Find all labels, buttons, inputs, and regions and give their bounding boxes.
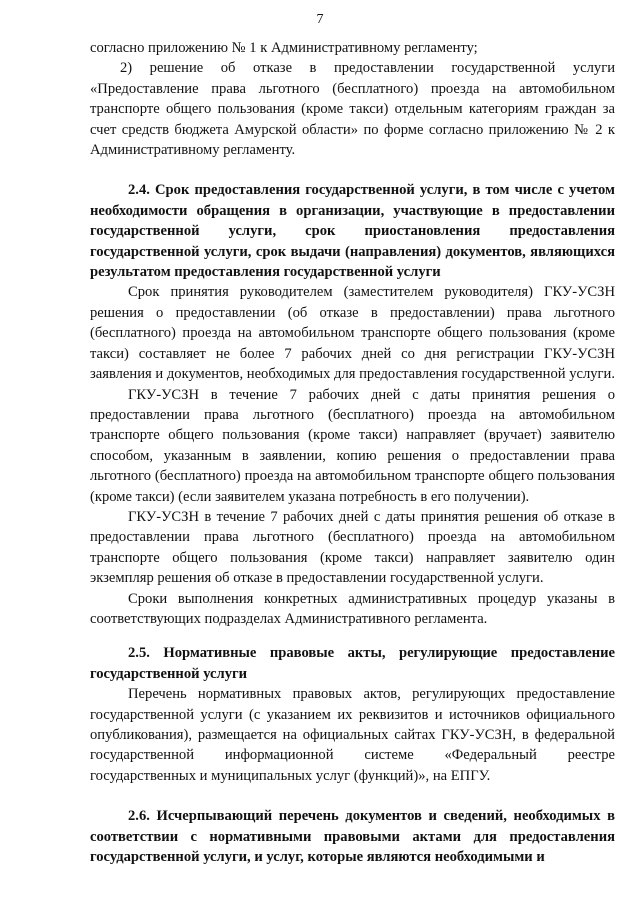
paragraph-2-4-refusal: ГКУ-УСЗН в течение 7 рабочих дней с даты принятия решения об отказе в предоставлении права льготного (бесплатного) проезда на автомобильном транспорте общего пользования (кроме такси) направляет заявителю один экземпляр решения об отказе в предоставлении государственной услуги. [90, 508, 615, 587]
spacer [90, 786, 615, 806]
spacer [90, 160, 615, 180]
paragraph-2-4-grant: ГКУ-УСЗН в течение 7 рабочих дней с даты принятия решения о предоставлении права льготного (бесплатного) проезда на автомобильном транспорте общего пользования (кроме такси) направляет (вручает) заявителю способом, указанным в заявлении, копию решения о предоставлении права льготного (бесплатного) проезда на автомобильном транспорте общего пользования (кроме такси) (если заявителем указана потребность в его получении). [90, 386, 615, 505]
section-heading-2-6: 2.6. Исчерпывающий перечень документов и сведений, необходимых в соответствии с нормативными правовыми актами для предоставления государственной услуги, и услуг, которые являются необходимыми и [90, 808, 615, 866]
spacer [90, 629, 615, 643]
paragraph-continuation: согласно приложению № 1 к Административному регламенту; [90, 40, 478, 56]
page-number: 7 [316, 12, 324, 27]
document-body [90, 38, 615, 867]
list-item-2: 2) решение об отказе в предоставлении государственной услуги «Предоставление права льготного (бесплатного) проезда на автомобильном транспорте общего пользования (кроме такси) отдельным категориям граждан за счет средств бюджета Амурской области» по форме согласно приложению № 2 к Административному регламенту. [90, 60, 615, 159]
paragraph-2-4-term: Срок принятия руководителем (заместителем руководителя) ГКУ-УСЗН решения о предоставлении (об отказе в предоставлении) права льготного (бесплатного) проезда на автомобильном транспорте общего пользования (кроме такси) составляет не более 7 рабочих дней со дня регистрации ГКУ-УСЗН заявления и документов, необходимых для предоставления государственной услуги. [90, 284, 615, 383]
paragraph-2-5-list: Перечень нормативных правовых актов, регулирующих предоставление государственной услуги (с указанием их реквизитов и источников официального опубликования), размещается на официальных сайтах ГКУ-УСЗН, в федеральной государственной информационной системе «Федеральный реестре государственных и муниципальных услуг (функций)», на ЕПГУ. [90, 686, 615, 784]
section-heading-2-5: 2.5. Нормативные правовые акты, регулирующие предоставление государственной услуги [90, 645, 615, 682]
section-heading-2-4: 2.4. Срок предоставления государственной услуги, в том числе с учетом необходимости обращения в организации, участвующие в предоставлении государственной услуги, срок приостановления предоставления государственной услуги, срок выдачи (направления) документов, являющихся результатом предоставления государственной услуги [90, 182, 615, 281]
paragraph-2-4-procedures: Сроки выполнения конкретных административных процедур указаны в соответствующих подразделах Административного регламента. [90, 590, 615, 627]
